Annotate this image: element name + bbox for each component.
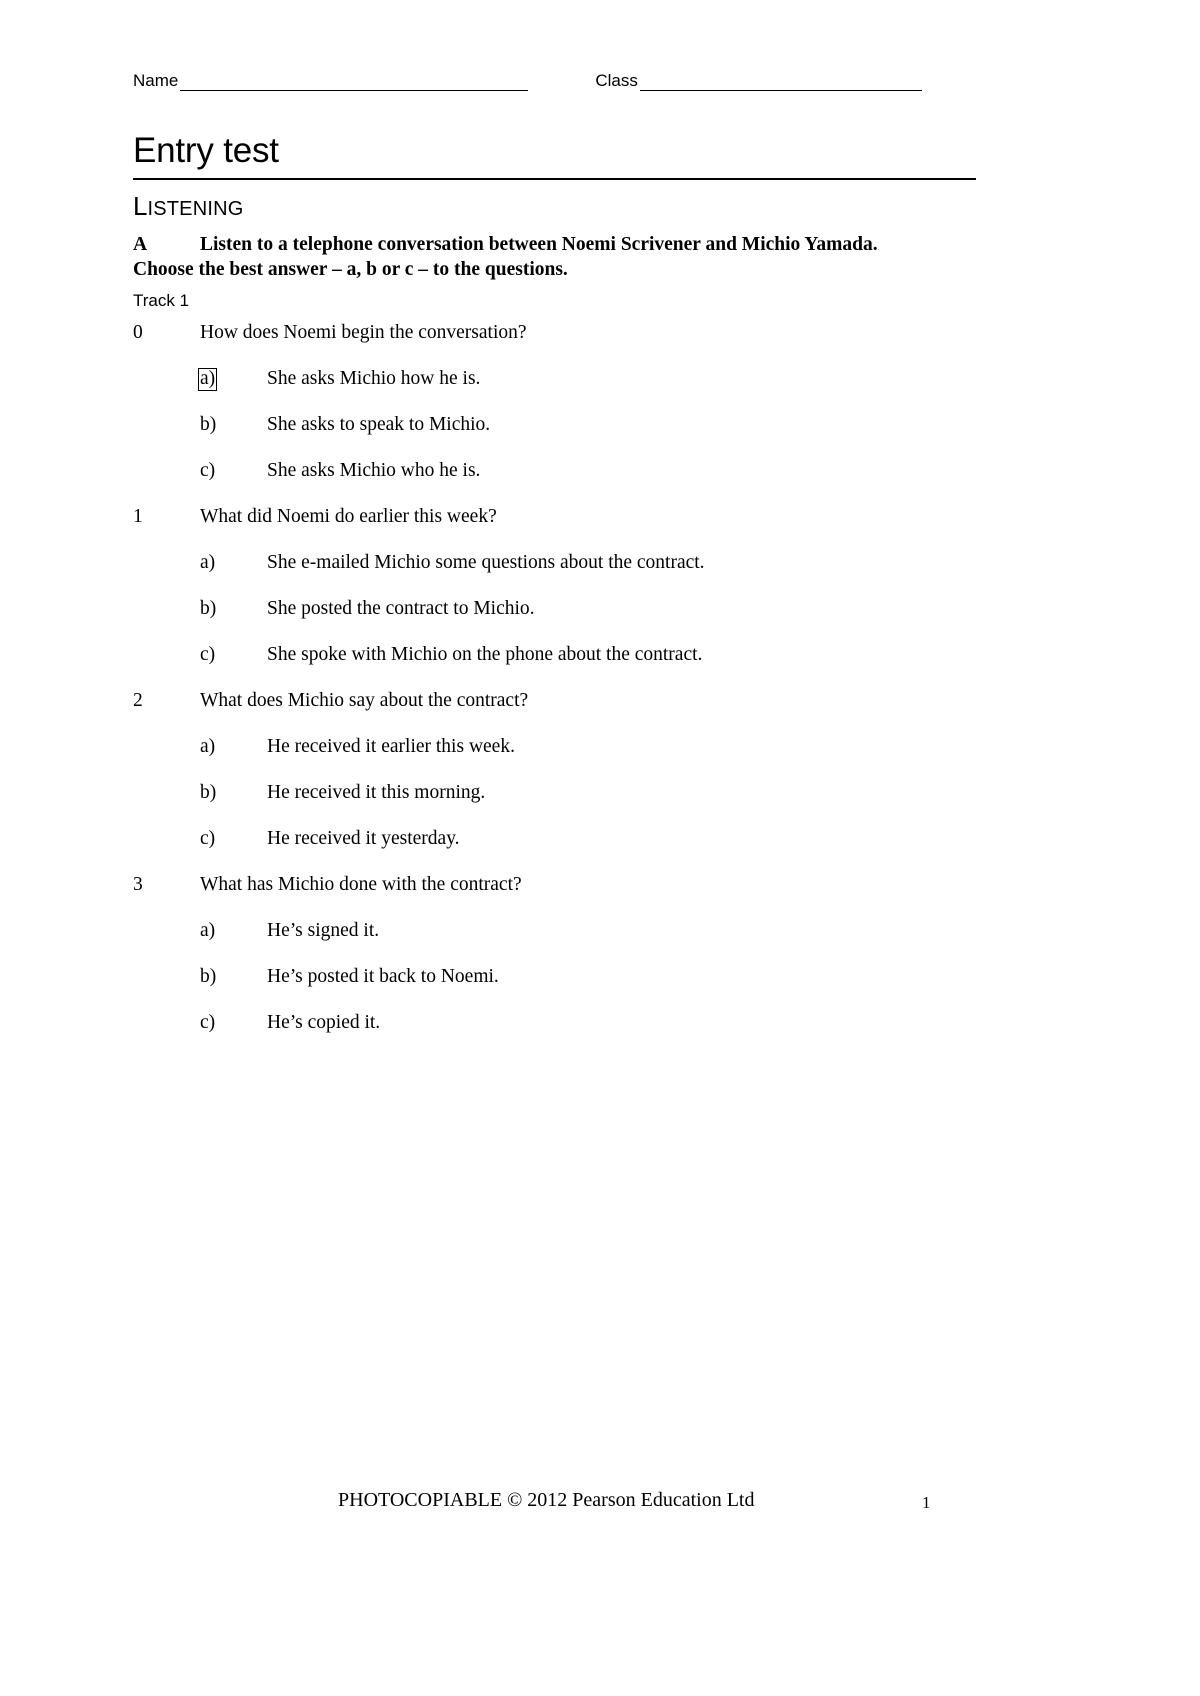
question-block [133, 690, 963, 874]
answer-option-key[interactable] [200, 644, 267, 666]
question-line [133, 506, 963, 552]
answer-option-key[interactable] [200, 782, 267, 804]
question-number: 0 [133, 322, 143, 343]
task-instruction-line1: Listen to a telephone conversation between Noemi Scrivener and Michio Yamada. [200, 234, 878, 255]
question-line [133, 322, 963, 368]
answer-option-letter: b) [200, 782, 217, 803]
answer-option-text: He’s posted it back to Noemi. [267, 966, 499, 987]
answer-option-key[interactable] [200, 460, 267, 482]
question-text: How does Noemi begin the conversation? [200, 322, 527, 343]
answer-option-key-selected[interactable] [200, 368, 267, 391]
answer-option-text: She asks Michio who he is. [267, 460, 481, 481]
answer-option-letter: a) [200, 552, 216, 573]
answer-option-key[interactable] [200, 414, 267, 436]
answer-option-key[interactable] [200, 598, 267, 620]
answer-option-text: She spoke with Michio on the phone about the contract. [267, 644, 703, 665]
question-line [133, 874, 963, 920]
answer-option-letter: a) [200, 920, 216, 941]
answer-option[interactable] [133, 460, 963, 506]
question-block [133, 322, 963, 506]
name-field-blank[interactable] [180, 73, 528, 91]
answer-option-key[interactable] [200, 966, 267, 988]
answer-option-key[interactable] [200, 920, 267, 942]
name-field-label: Name [133, 71, 179, 90]
answer-option-letter: b) [200, 414, 217, 435]
student-info-row [133, 71, 933, 91]
answer-option[interactable] [133, 1012, 963, 1058]
answer-option-letter: c) [200, 644, 216, 665]
answer-option[interactable] [133, 598, 963, 644]
question-number: 3 [133, 874, 143, 895]
answer-option-letter: c) [200, 460, 216, 481]
answer-option-text: She posted the contract to Michio. [267, 598, 535, 619]
answer-option-letter: a) [200, 736, 216, 757]
page-title: Entry test [133, 130, 976, 180]
answer-option-key[interactable] [200, 1012, 267, 1034]
question-text: What has Michio done with the contract? [200, 874, 522, 895]
task-instruction-line2: Choose the best answer – a, b or c – to the questions. [133, 259, 568, 280]
answer-option[interactable] [133, 644, 963, 690]
answer-option-text: She e-mailed Michio some questions about the contract. [267, 552, 705, 573]
question-number: 2 [133, 690, 143, 711]
answer-option-text: He received it yesterday. [267, 828, 460, 849]
class-field-blank[interactable] [640, 73, 922, 91]
answer-option-letter: b) [200, 966, 217, 987]
question-block [133, 506, 963, 690]
question-text: What did Noemi do earlier this week? [200, 506, 497, 527]
answer-option-text: He received it this morning. [267, 782, 486, 803]
answer-option-key[interactable] [200, 736, 267, 758]
question-line [133, 690, 963, 736]
answer-option[interactable] [133, 368, 963, 414]
answer-option[interactable] [133, 782, 963, 828]
task-letter: A [133, 234, 148, 255]
answer-option-letter: a) [200, 368, 216, 389]
footer-copyright: PHOTOCOPIABLE © 2012 Pearson Education Ltd [338, 1489, 755, 1511]
question-list [133, 322, 963, 1058]
answer-option-key[interactable] [200, 552, 267, 574]
answer-option-text: He received it earlier this week. [267, 736, 515, 757]
question-block [133, 874, 963, 1058]
section-heading-rest: ISTENING [147, 198, 244, 220]
answer-option[interactable] [133, 920, 963, 966]
question-number: 1 [133, 506, 143, 527]
answer-option-text: She asks to speak to Michio. [267, 414, 491, 435]
question-text: What does Michio say about the contract? [200, 690, 529, 711]
answer-option-text: He’s copied it. [267, 1012, 381, 1033]
task-instruction [133, 232, 933, 282]
answer-option[interactable] [133, 736, 963, 782]
audio-track-label: Track 1 [133, 291, 190, 310]
answer-option-text: She asks Michio how he is. [267, 368, 481, 389]
answer-option[interactable] [133, 414, 963, 460]
answer-option-letter: c) [200, 1012, 216, 1033]
answer-option-key[interactable] [200, 828, 267, 850]
answer-option[interactable] [133, 828, 963, 874]
section-heading-initial: L [133, 191, 148, 221]
page-number: 1 [922, 1493, 931, 1512]
section-heading-listening [133, 192, 244, 223]
answer-option[interactable] [133, 966, 963, 1012]
answer-option-letter: b) [200, 598, 217, 619]
class-field-label: Class [595, 71, 638, 90]
answer-option-letter: c) [200, 828, 216, 849]
answer-option[interactable] [133, 552, 963, 598]
answer-option-text: He’s signed it. [267, 920, 380, 941]
